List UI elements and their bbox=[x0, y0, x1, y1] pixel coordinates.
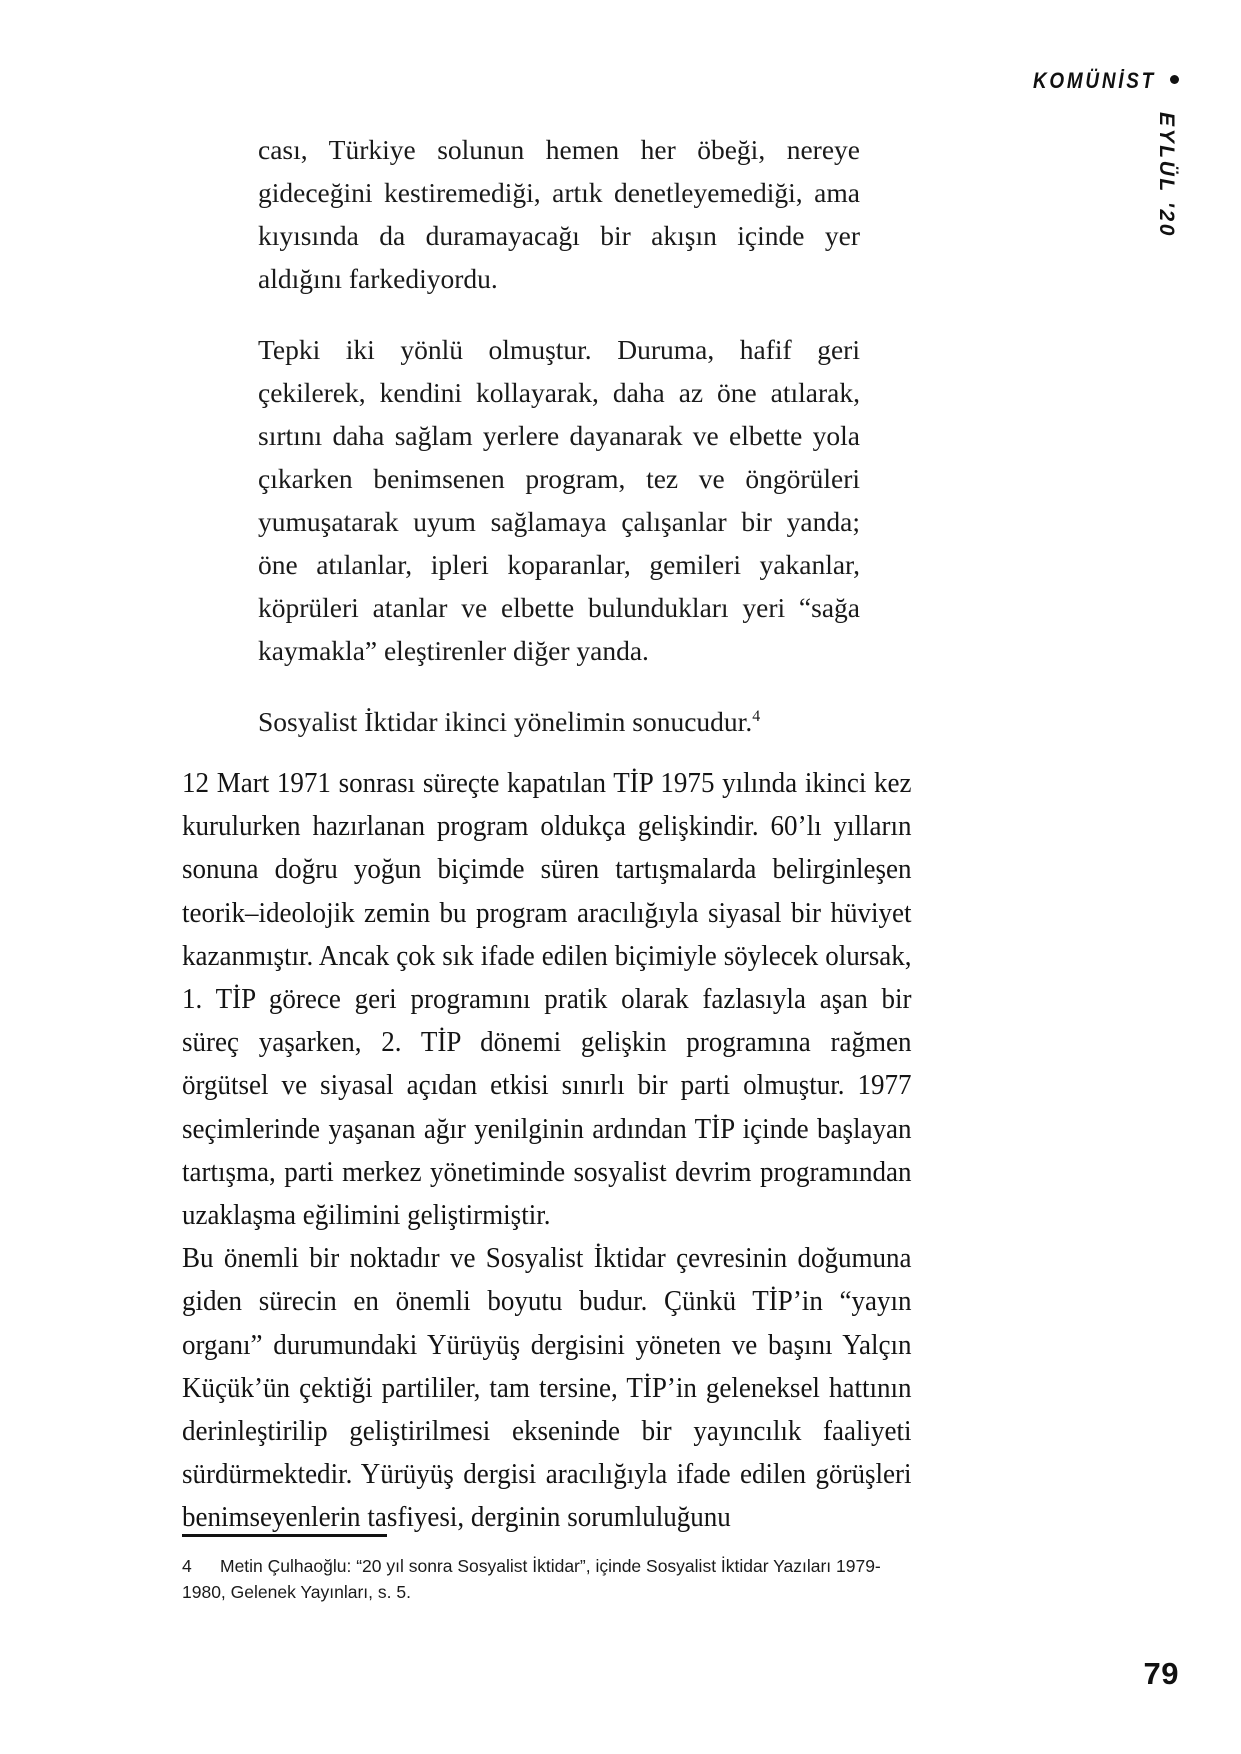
footnote-text-line-1: Metin Çulhaoğlu: “20 yıl sonra Sosyalist İktidar”, içinde Sosyalist İktidar Yazıları 1979- bbox=[220, 1556, 881, 1576]
body-paragraph-2: Bu önemli bir noktadır ve Sosyalist İktidar çevresinin doğumuna giden sürecin en önemli boyutu budur. Çünkü TİP’in “yayın organı” durumundaki Yürüyüş dergisini yöneten ve başını Yalçın Küçük’ün çektiği partililer, tam tersine, TİP’in geleneksel hattının derinleştirilip geliştirilmesi ekseninde bir yayıncılık faaliyeti sürdürmektedir. Yürüyüş dergisi aracılığıyla ifade edilen görüşleri benimseyenlerin tasfiyesi, derginin sorumluluğunu bbox=[182, 1243, 912, 1534]
quoted-excerpt-block bbox=[258, 128, 860, 743]
footnote-entry bbox=[182, 1553, 942, 1579]
body-text-block bbox=[182, 762, 938, 1540]
running-header bbox=[879, 68, 1179, 108]
footnote-separator-rule bbox=[182, 1534, 387, 1537]
footnote-number: 4 bbox=[182, 1556, 192, 1576]
footnote-text-line-2: 1980, Gelenek Yayınları, s. 5. bbox=[182, 1582, 411, 1602]
quote-paragraph-2: Tepki iki yönlü olmuştur. Duruma, hafif geri çekilerek, kendini kollayarak, daha az öne atılarak, sırtını daha sağlam yerlere dayanarak ve elbette yola çıkarken benimsenen program, tez ve öngörüleri yumuşatarak uyum sağlamaya çalışanlar bir yanda; öne atılanlar, ipleri koparanlar, gemileri yakanlar, köprüleri atanlar ve elbette bulundukları yeri “sağa kaymakla” eleştirenler diğer yanda. bbox=[258, 334, 860, 666]
quote-closing-text: Sosyalist İktidar ikinci yönelimin sonucudur. bbox=[258, 706, 753, 737]
running-header-issue-date: EYLÜL '20 bbox=[1155, 112, 1178, 239]
bullet-dot-icon bbox=[1170, 75, 1179, 84]
body-paragraph-1: 12 Mart 1971 sonrası süreçte kapatılan TİP 1975 yılında ikinci kez kurulurken hazırlanan program oldukça gelişkindir. 60’lı yılların sonuna doğru yoğun biçimde süren tartışmalarda belirginleşen teorik–ideolojik zemin bu program aracılığıyla siyasal bir hüviyet kazanmıştır. Ancak çok sık ifade edilen biçimiyle söylecek olursak, 1. TİP görece geri programını pratik olarak fazlasıyla aşan bir süreç yaşarken, 2. TİP dönemi gelişkin programına rağmen örgütsel ve siyasal açıdan etkisi sınırlı bir parti olmuştur. 1977 seçimlerinde yaşanan ağır yenilginin ardından TİP içinde başlayan tartışma, parti merkez yönetiminde sosyalist devrim programından uzaklaşma eğilimini geliştirmiştir. bbox=[182, 768, 912, 1232]
page-number: 79 bbox=[1143, 1656, 1179, 1691]
quote-closing-line bbox=[258, 700, 860, 743]
quote-paragraph-1: cası, Türkiye solunun hemen her öbeği, nereye gideceğini kestiremediği, artık denetleyemediği, ama kıyısında da duramayacağı bir akışın içinde yer aldığını farkediyordu. bbox=[258, 134, 860, 294]
running-header-date-wrapper bbox=[1146, 112, 1186, 262]
footnote-reference-marker[interactable]: 4 bbox=[752, 707, 761, 725]
running-header-publication: KOMÜNİST bbox=[1033, 68, 1156, 93]
footnote-area bbox=[182, 1534, 942, 1605]
